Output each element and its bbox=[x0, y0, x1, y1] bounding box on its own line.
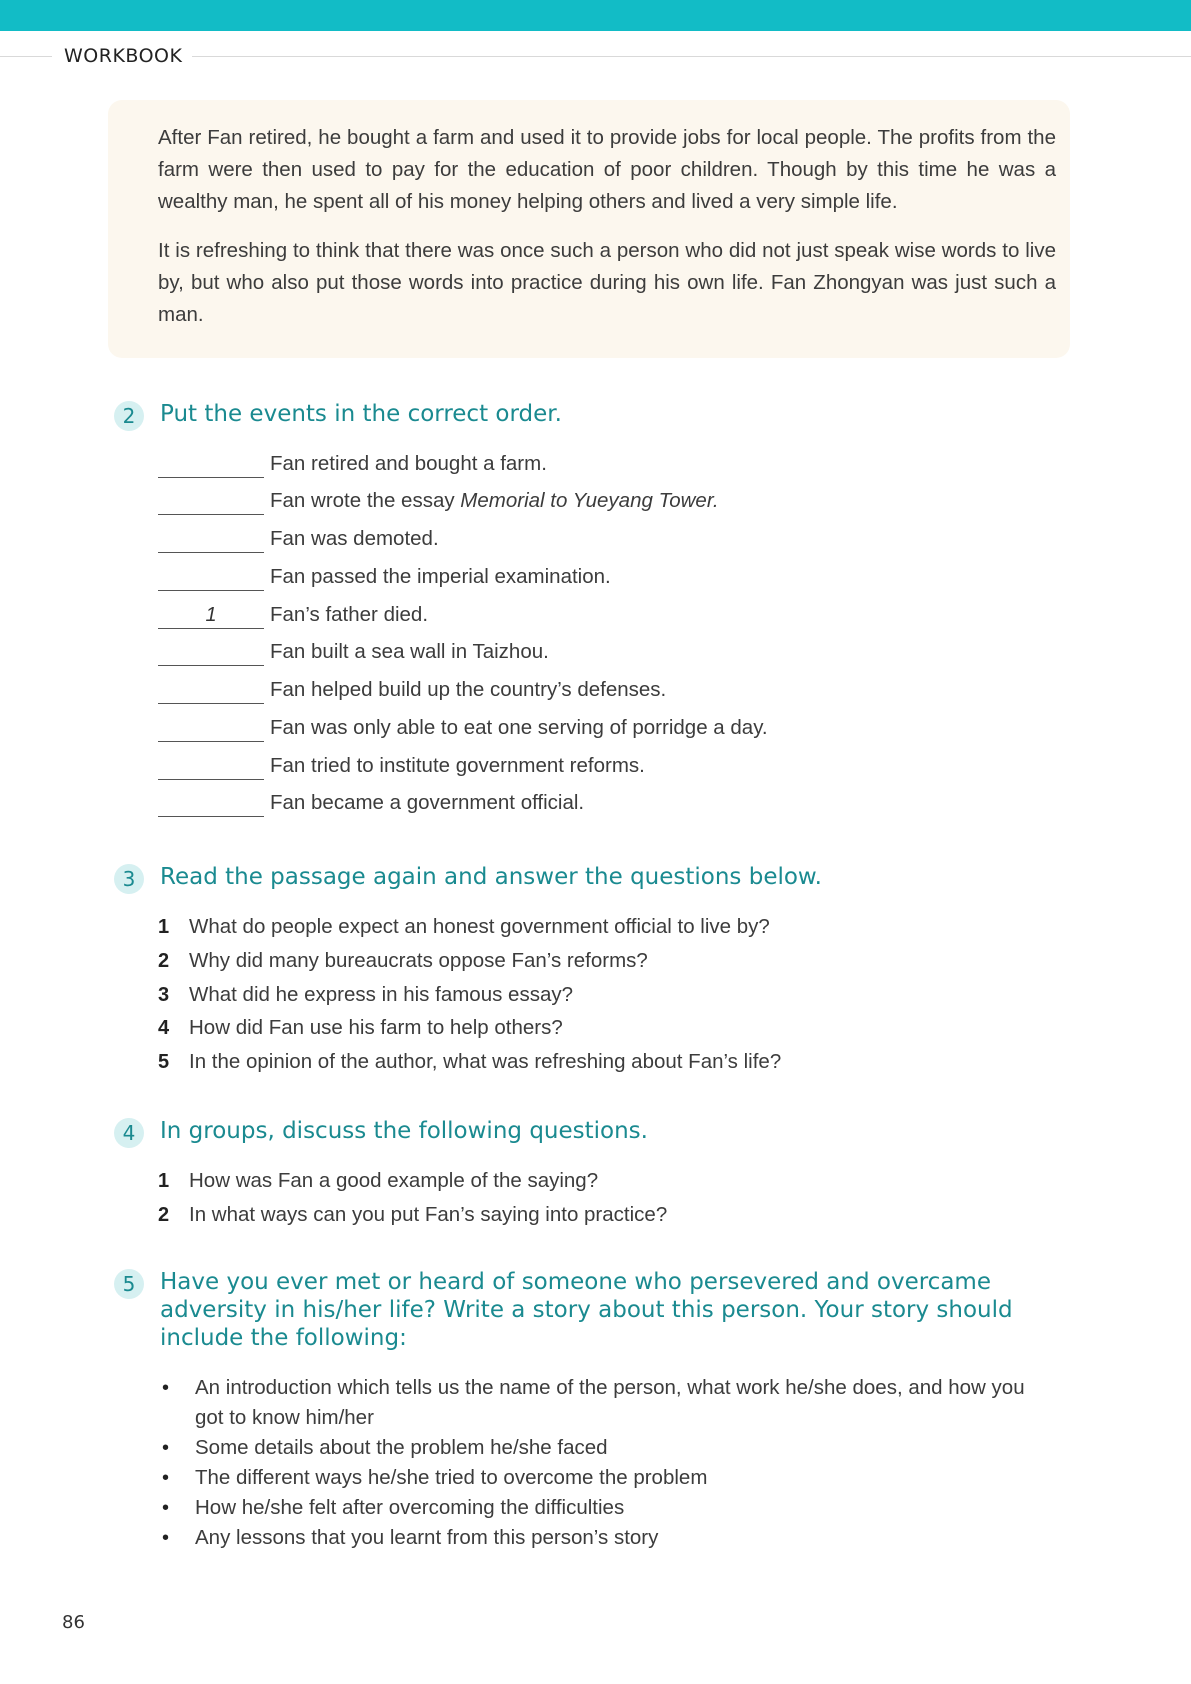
bullet-text: Some details about the problem he/she faced bbox=[195, 1436, 608, 1459]
question-text: Why did many bureaucrats oppose Fan’s reforms? bbox=[189, 949, 648, 972]
essay-title: Memorial to Yueyang Tower. bbox=[460, 489, 719, 512]
bullet-text: An introduction which tells us the name of the person, what work he/she does, and how you got to know him/her bbox=[195, 1376, 1025, 1429]
header-rule-left bbox=[0, 56, 52, 57]
order-item-text: Fan’s father died. bbox=[270, 603, 429, 626]
answer-blank[interactable] bbox=[158, 563, 264, 591]
question-number: 2 bbox=[158, 1204, 170, 1226]
bullet-marker: • bbox=[162, 1437, 170, 1459]
passage-paragraph-2: It is refreshing to think that there was once such a person who did not just speak wise words to live by, but who also put those words into practice during his own life. Fan Zhongyan was just such a man. bbox=[158, 239, 1056, 326]
question-text: How did Fan use his farm to help others? bbox=[189, 1016, 563, 1039]
answer-blank[interactable] bbox=[158, 487, 264, 515]
question-number: 1 bbox=[158, 916, 170, 938]
order-item-text: Fan passed the imperial examination. bbox=[270, 565, 611, 588]
question-number: 4 bbox=[158, 1017, 170, 1039]
exercise-2-title: Put the events in the correct order. bbox=[160, 401, 562, 427]
order-item-text bbox=[270, 487, 719, 515]
answer-blank[interactable] bbox=[158, 789, 264, 817]
running-head: WORKBOOK bbox=[64, 45, 183, 67]
order-item-text: Fan built a sea wall in Taizhou. bbox=[270, 640, 549, 663]
question-text: In what ways can you put Fan’s saying into practice? bbox=[189, 1203, 668, 1226]
question-text: What did he express in his famous essay? bbox=[189, 983, 573, 1006]
question-number: 3 bbox=[158, 984, 170, 1006]
question-number: 1 bbox=[158, 1170, 170, 1192]
passage-box bbox=[108, 100, 1070, 358]
order-item-text: Fan helped build up the country’s defenses. bbox=[270, 678, 667, 701]
order-item-text: Fan tried to institute government reforms. bbox=[270, 754, 645, 777]
header-rule-right bbox=[192, 56, 1191, 57]
exercise-3-title: Read the passage again and answer the questions below. bbox=[160, 864, 822, 890]
bullet-marker: • bbox=[162, 1377, 170, 1399]
answer-blank[interactable] bbox=[158, 714, 264, 742]
answer-blank[interactable] bbox=[158, 752, 264, 780]
question-text: In the opinion of the author, what was refreshing about Fan’s life? bbox=[189, 1050, 782, 1073]
answer-blank[interactable] bbox=[158, 638, 264, 666]
answer-blank[interactable] bbox=[158, 450, 264, 478]
bullet-text: How he/she felt after overcoming the difficulties bbox=[195, 1496, 625, 1519]
exercise-number-badge: 3 bbox=[114, 864, 144, 894]
answer-blank[interactable] bbox=[158, 676, 264, 704]
order-item-text: Fan was demoted. bbox=[270, 527, 439, 550]
bullet-marker: • bbox=[162, 1467, 170, 1489]
answer-blank[interactable]: 1 bbox=[158, 601, 264, 629]
exercise-number-badge: 2 bbox=[114, 401, 144, 431]
question-number: 2 bbox=[158, 950, 170, 972]
question-text: What do people expect an honest government official to live by? bbox=[189, 915, 770, 938]
bullet-marker: • bbox=[162, 1527, 170, 1549]
top-color-bar bbox=[0, 0, 1191, 31]
order-item-text: Fan retired and bought a farm. bbox=[270, 452, 547, 475]
order-item-text: Fan became a government official. bbox=[270, 791, 585, 814]
answer-blank[interactable] bbox=[158, 525, 264, 553]
order-item-text: Fan was only able to eat one serving of porridge a day. bbox=[270, 716, 768, 739]
question-number: 5 bbox=[158, 1051, 170, 1073]
bullet-text: The different ways he/she tried to overcome the problem bbox=[195, 1466, 708, 1489]
exercise-number-badge: 4 bbox=[114, 1118, 144, 1148]
exercise-5-title: Have you ever met or heard of someone who persevered and overcame adversity in his/her life? Write a story about this person. Your story should include the following: bbox=[160, 1269, 1013, 1351]
order-item-text-plain: Fan wrote the essay bbox=[270, 489, 461, 512]
exercise-4-title: In groups, discuss the following questions. bbox=[160, 1118, 648, 1144]
question-text: How was Fan a good example of the saying? bbox=[189, 1169, 599, 1192]
exercise-number-badge: 5 bbox=[114, 1269, 144, 1299]
bullet-marker: • bbox=[162, 1497, 170, 1519]
bullet-text: Any lessons that you learnt from this person’s story bbox=[195, 1526, 659, 1549]
passage-paragraph-1: After Fan retired, he bought a farm and used it to provide jobs for local people. The profits from the farm were then used to pay for the education of poor children. Though by this time he was a wealthy man, he spent all of his money helping others and lived a very simple life. bbox=[158, 126, 1056, 213]
page-number: 86 bbox=[62, 1612, 85, 1633]
